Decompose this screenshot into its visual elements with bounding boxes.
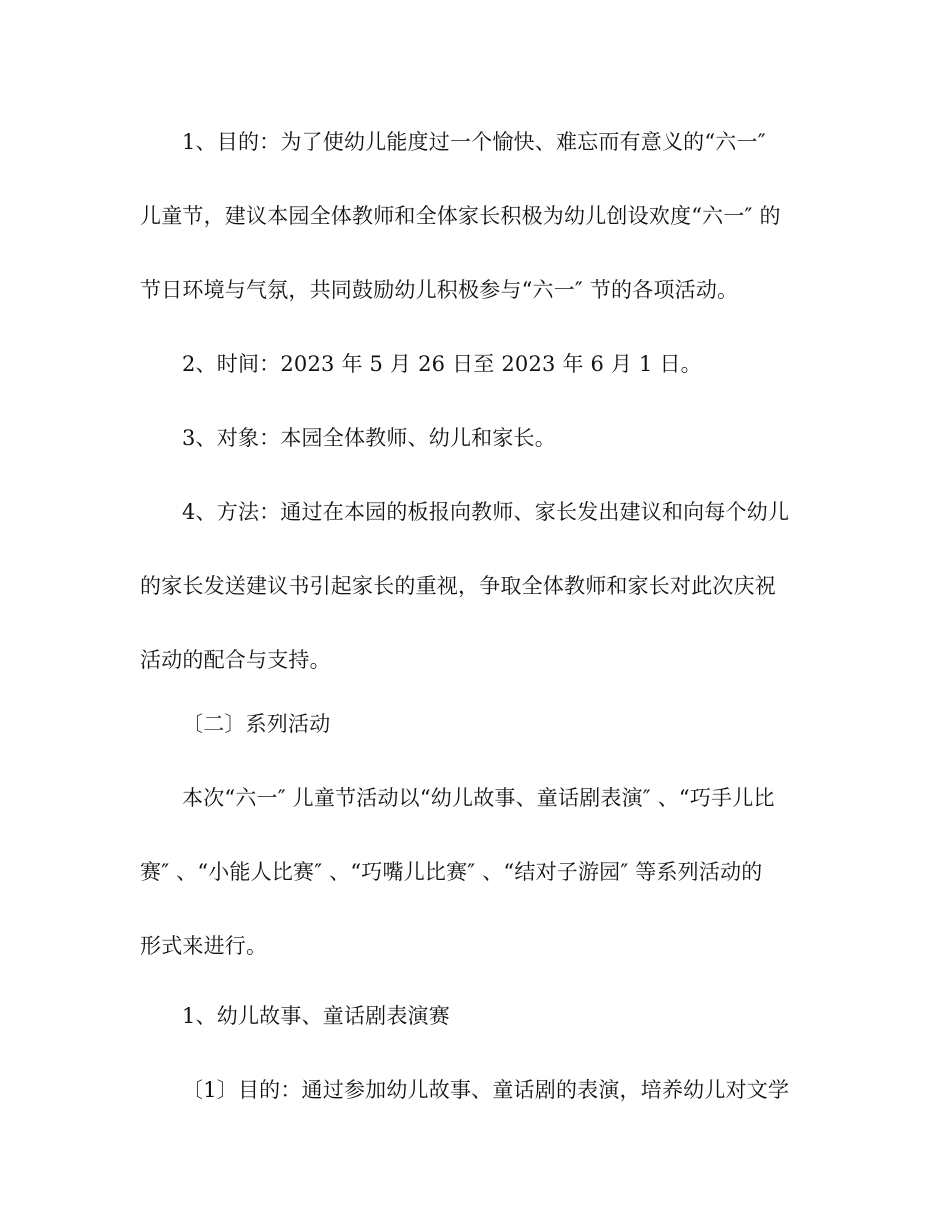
paragraph-time: 2、时间：2023 年 5 月 26 日至 2023 年 6 月 1 日。 xyxy=(182,352,702,376)
subheading-story-drama-contest: 1、幼儿故事、童话剧表演赛 xyxy=(182,1004,450,1028)
section-heading-series-activities: 〔二〕系列活动 xyxy=(182,712,331,736)
paragraph-purpose-line-1: 1、目的：为了使幼儿能度过一个愉快、难忘而有意义的“六一″ xyxy=(182,130,766,154)
paragraph-activities-line-1: 本次“六一″ 儿童节活动以“幼儿故事、童话剧表演″ 、“巧手儿比 xyxy=(182,786,775,810)
paragraph-method-line-3: 活动的配合与支持。 xyxy=(140,648,331,672)
paragraph-purpose-line-2: 儿童节，建议本园全体教师和全体家长积极为幼儿创设欢度“六一″ 的 xyxy=(140,204,781,228)
paragraph-method-line-2: 的家长发送建议书引起家长的重视，争取全体教师和家长对此次庆祝 xyxy=(140,574,776,598)
paragraph-activities-line-3: 形式来进行。 xyxy=(140,934,268,958)
paragraph-contest-purpose-line-1: 〔1〕目的：通过参加幼儿故事、童话剧的表演，培养幼儿对文学 xyxy=(182,1078,790,1102)
paragraph-audience: 3、对象：本园全体教师、幼儿和家长。 xyxy=(182,426,556,450)
paragraph-purpose-line-3: 节日环境与气氛，共同鼓励幼儿积极参与“六一″ 节的各项活动。 xyxy=(140,278,739,302)
paragraph-activities-line-2: 赛″ 、“小能人比赛″ 、“巧嘴儿比赛″ 、“结对子游园″ 等系列活动的 xyxy=(140,860,763,884)
paragraph-method-line-1: 4、方法：通过在本园的板报向教师、家长发出建议和向每个幼儿 xyxy=(182,500,790,524)
